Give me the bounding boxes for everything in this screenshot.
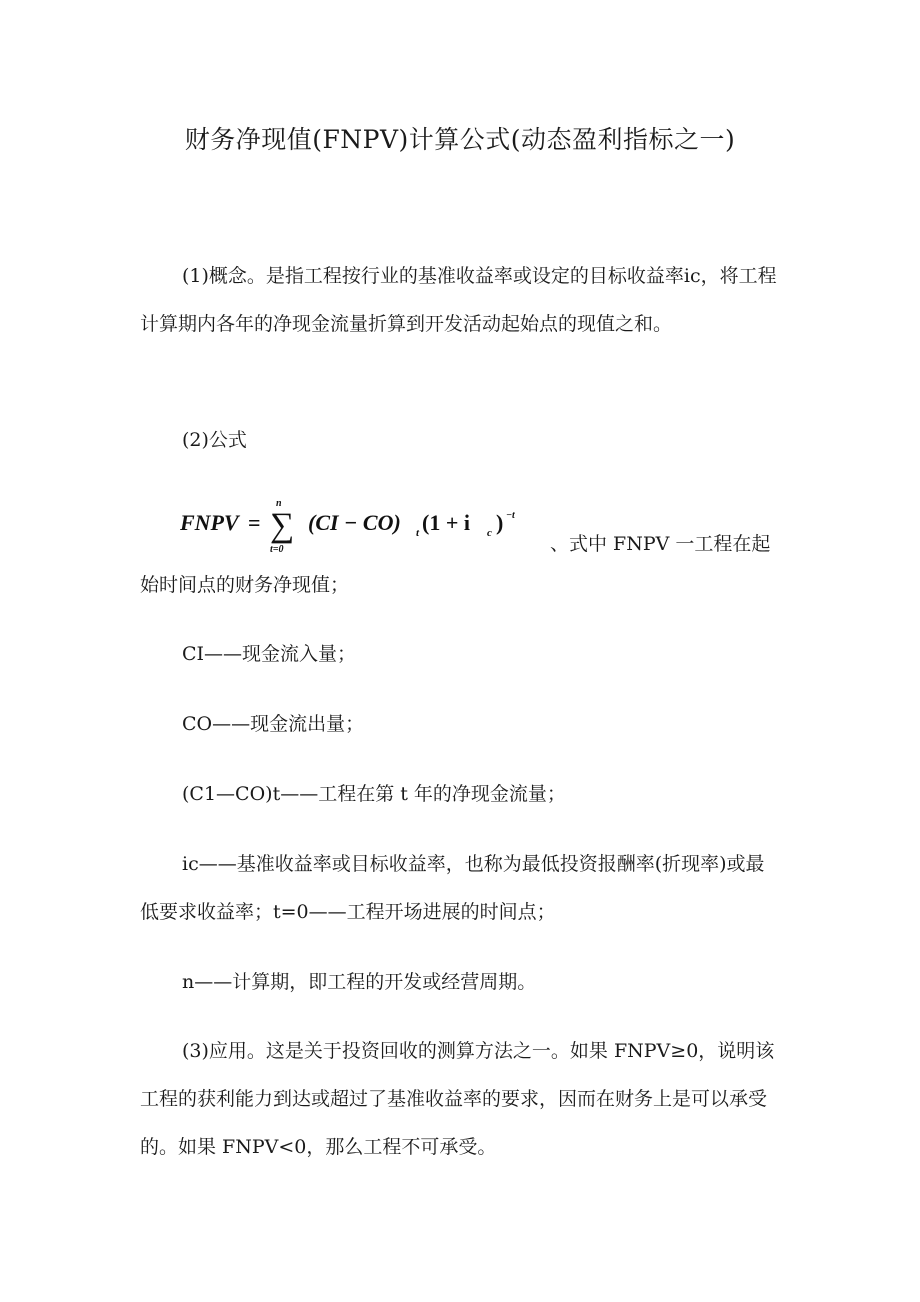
application-paragraph: (3)应用。这是关于投资回收的测算方法之一。如果 FNPV≥0，说明该工程的获利能力到达或超过了基准收益率的要求，因而在财务上是可以承受的。如果 FNPV<0，那么工程不可承受。	[140, 1040, 775, 1158]
formula-heading: (2)公式	[182, 429, 247, 451]
formula-tail-text: 、式中 FNPV 一工程在起	[550, 533, 771, 555]
fnpv-formula	[180, 496, 540, 558]
formula-factor-close: )	[496, 510, 504, 535]
formula-lhs: FNPV	[180, 510, 239, 535]
formula-description: 始时间点的财务净现值；	[140, 574, 350, 596]
formula-row	[140, 496, 780, 556]
sum-upper-limit: n	[276, 498, 282, 509]
definition-net-cash-flow: (C1—CO)t——工程在第 t 年的净现金流量；	[182, 783, 566, 805]
definition-n: n——计算期，即工程的开发或经营周期。	[182, 971, 537, 993]
formula-subscript-t: t	[416, 527, 420, 539]
concept-paragraph: (1)概念。是指工程按行业的基准收益率或设定的目标收益率ic，将工程计算期内各年的净现金流量折算到开发活动起始点的现值之和。	[140, 265, 777, 335]
definition-co: CO——现金流出量；	[182, 713, 365, 735]
sigma-symbol: ∑	[270, 507, 295, 544]
definition-ci: CI——现金流入量；	[182, 643, 357, 665]
formula-factor-open: (1 + i	[422, 510, 470, 535]
formula-exponent: −t	[506, 510, 515, 521]
sum-lower-limit: t=0	[270, 544, 284, 555]
formula-body: (CI − CO)	[308, 510, 401, 535]
formula-subscript-c: c	[487, 527, 492, 539]
page-title: 财务净现值(FNPV)计算公式(动态盈利指标之一)	[184, 125, 736, 154]
formula-equals: =	[248, 510, 261, 535]
definition-ic: ic——基准收益率或目标收益率，也称为最低投资报酬率(折现率)或最低要求收益率；t=0——工程开场进展的时间点；	[140, 853, 765, 923]
